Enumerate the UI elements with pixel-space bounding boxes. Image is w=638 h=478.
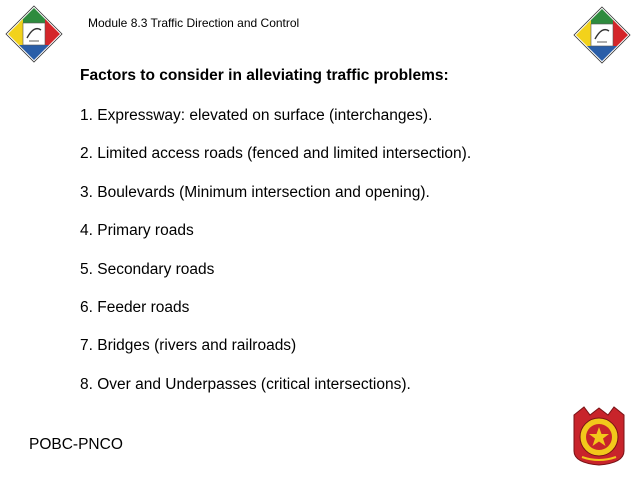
module-title: Module 8.3 Traffic Direction and Control [88,16,300,30]
factor-list [80,98,471,405]
list-item: 2. Limited access roads (fenced and limited intersection). [80,145,472,163]
list-item: 1. Expressway: elevated on surface (interchanges). [80,107,433,124]
list-item: 3. Boulevards (Minimum intersection and opening). [80,183,430,201]
footer-label: POBC-PNCO [29,436,123,453]
diamond-emblem-icon [5,5,63,63]
list-item: 8. Over and Underpasses (critical intersections). [80,375,411,393]
slide-heading: Factors to consider in alleviating traffic problems: [80,67,449,84]
list-item: 4. Primary roads [80,222,194,240]
list-item: 6. Feeder roads [80,298,190,316]
pnp-seal-icon [570,405,628,467]
list-item: 7. Bridges (rivers and railroads) [80,337,297,355]
list-item: 5. Secondary roads [80,260,215,278]
diamond-emblem-icon [573,6,631,64]
